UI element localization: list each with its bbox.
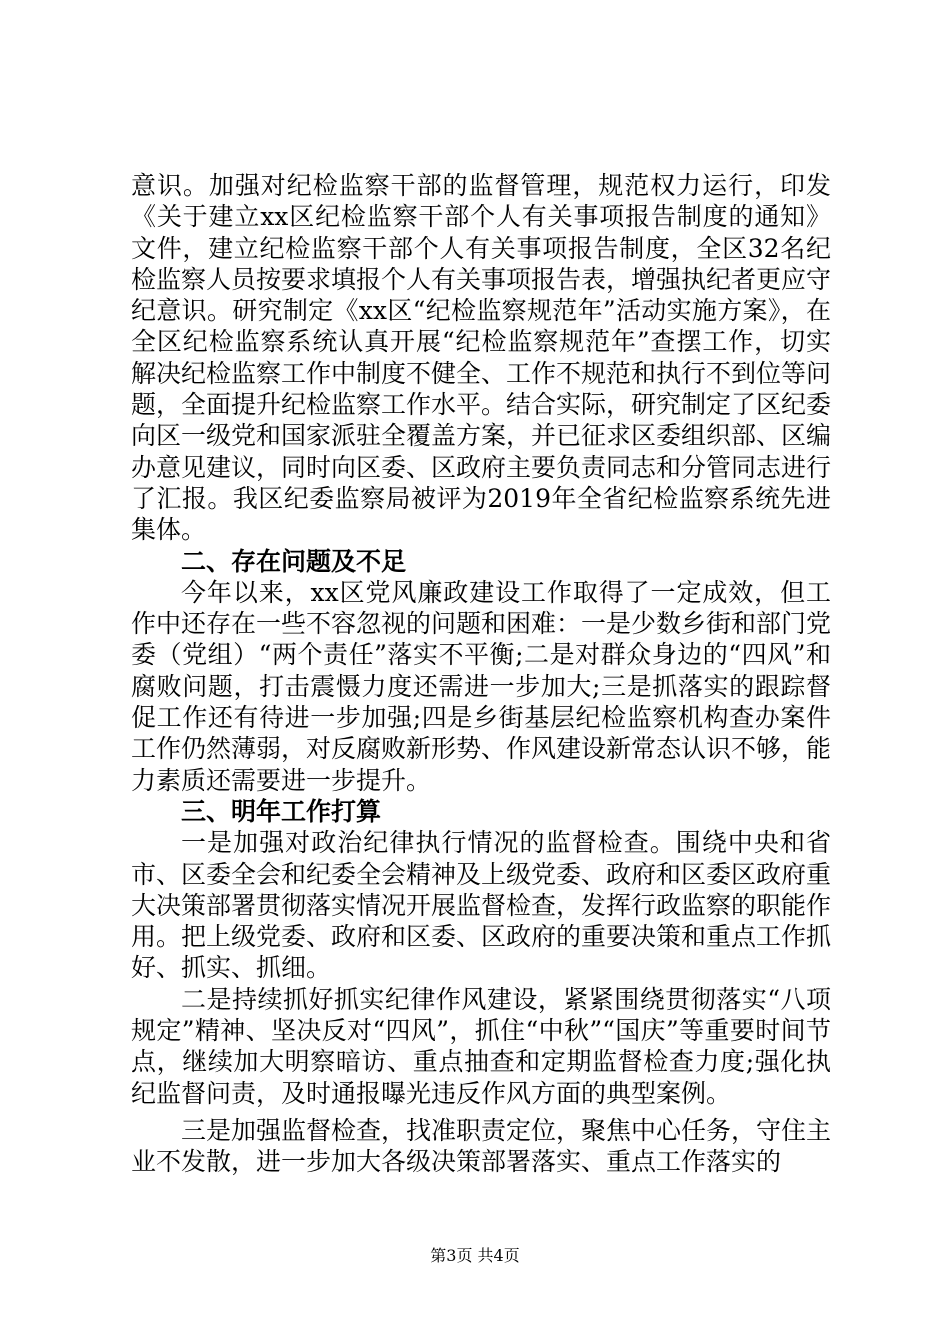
paragraph-plan-two: 二是持续抓好抓实纪律作风建设，紧紧围绕贯彻落实“八项规定”精神、坚决反对“四风”，抓住“中秋”“国庆”等重要时间节点，继续加大明察暗访、重点抽查和定期监督检查力度;强化执纪监督问责，及时通报曝光违反作风方面的典型案例。 xyxy=(131,984,831,1108)
page-number-label: 第3页 共4页 xyxy=(430,1246,520,1265)
heading-next-year-plan: 三、明年工作打算 xyxy=(181,796,382,826)
paragraph-plan-one: 一是加强对政治纪律执行情况的监督检查。围绕中央和省市、区委全会和纪委全会精神及上级党委、政府和区委区政府重大决策部署贯彻落实情况开展监督检查，发挥行政监察的职能作用。把上级党委、政府和区委、区政府的重要决策和重点工作抓好、抓实、抓细。 xyxy=(131,828,832,983)
page-footer xyxy=(0,1246,950,1266)
paragraph-plan-three: 三是加强监督检查，找准职责定位，聚焦中心任务，守住主业不发散，进一步加大各级决策部署落实、重点工作落实的 xyxy=(131,1115,832,1177)
heading-problems: 二、存在问题及不足 xyxy=(181,546,407,576)
document-body xyxy=(131,170,831,1178)
paragraph-problems: 今年以来，xx区党风廉政建设工作取得了一定成效，但工作中还存在一些不容忽视的问题和困难：一是少数乡街和部门党委（党组）“两个责任”落实不平衡;二是对群众身边的“四风”和腐败问题，打击震慑力度还需进一步加大;三是抓落实的跟踪督促工作还有待进一步加强;四是乡街基层纪检监察机构查办案件工作仍然薄弱，对反腐败新形势、作风建设新常态认识不够，能力素质还需要进一步提升。 xyxy=(131,577,832,795)
paragraph-integrity-work: 意识。加强对纪检监察干部的监督管理，规范权力运行，印发《关于建立xx区纪检监察干部个人有关事项报告制度的通知》文件，建立纪检监察干部个人有关事项报告制度，全区32名纪检监察人员按要求填报个人有关事项报告表，增强执纪者更应守纪意识。研究制定《xx区“纪检监察规范年”活动实施方案》，在全区纪检监察系统认真开展“纪检监察规范年”查摆工作，切实解决纪检监察工作中制度不健全、工作不规范和执行不到位等问题，全面提升纪检监察工作水平。结合实际，研究制定了区纪委向区一级党和国家派驻全覆盖方案，并已征求区委组织部、区编办意见建议，同时向区委、区政府主要负责同志和分管同志进行了汇报。我区纪委监察局被评为2019年全省纪检监察系统先进集体。 xyxy=(131,171,832,545)
